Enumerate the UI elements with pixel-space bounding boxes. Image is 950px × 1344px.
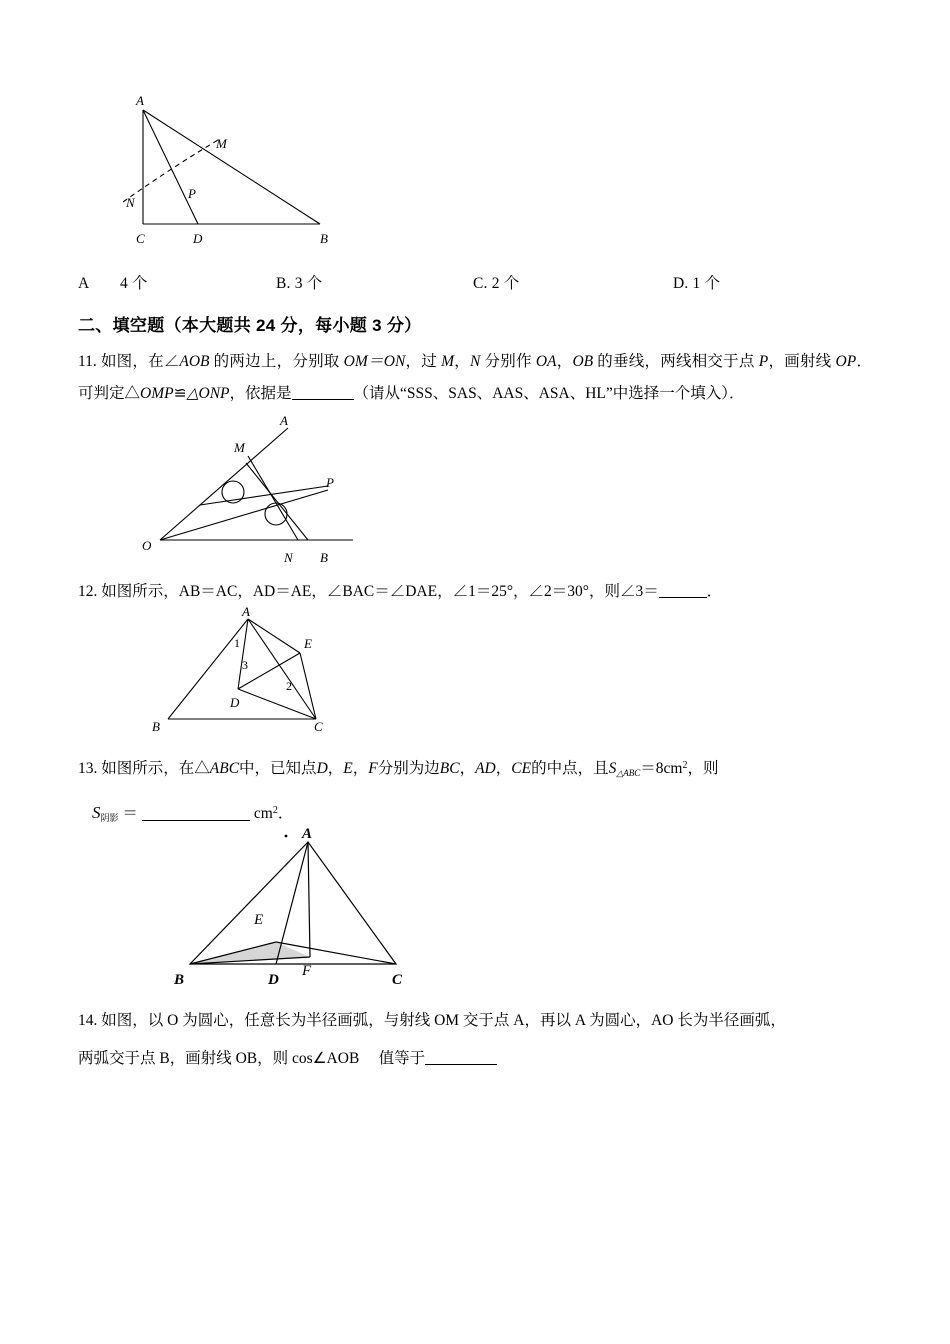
question-11 bbox=[78, 346, 872, 410]
q12-text: 如图所示，AB＝AC，AD＝AE，∠BAC＝∠DAE，∠1＝25°，∠2＝30°，则∠3＝ bbox=[101, 582, 659, 600]
figure-q12-label-A: A bbox=[242, 607, 250, 620]
q13-s-sup: 2 bbox=[682, 760, 688, 772]
q13-s-eq: ＝8cm bbox=[640, 760, 683, 778]
question-13-line2 bbox=[92, 801, 872, 824]
q13-abc: ABC bbox=[209, 760, 240, 778]
q13-ad: AD bbox=[475, 760, 496, 778]
q13-bc: BC bbox=[439, 760, 460, 778]
section-heading: 二、填空题（本大题共 24 分，每小题 3 分） bbox=[78, 316, 422, 335]
q11-t1: 如图，在∠ bbox=[100, 353, 180, 370]
figure-q12-label-D: D bbox=[230, 695, 240, 711]
q11-t5: 分别作 bbox=[480, 353, 536, 370]
figure-top-label-D: D bbox=[193, 231, 203, 246]
choices-row bbox=[78, 271, 872, 293]
choice-c[interactable]: C. 2 个 bbox=[473, 275, 520, 292]
q11-t6: ， bbox=[556, 353, 573, 370]
figure-top-label-A: A bbox=[136, 93, 144, 108]
q11-cong: ≌ bbox=[173, 384, 187, 402]
q14-line1: 如图，以 O 为圆心，任意长为半径画弧，与射线 OM 交于点 A，再以 A 为圆心，AO 长为半径画弧， bbox=[101, 1012, 786, 1030]
q13-line2-sub: 阴影 bbox=[100, 813, 119, 824]
question-13 bbox=[78, 753, 872, 785]
q13-line2-sup: 2 bbox=[272, 805, 278, 817]
figure-q12-label-E: E bbox=[304, 636, 312, 652]
figure-q13-svg bbox=[168, 824, 468, 999]
question-13-number: 13. bbox=[78, 760, 98, 778]
q11-omp: OMP bbox=[140, 384, 174, 402]
figure-top-label-C: C bbox=[136, 231, 145, 246]
q13-t2: 中，已知点 bbox=[239, 760, 317, 778]
q13-c3: ， bbox=[459, 760, 476, 778]
q13-c1: ， bbox=[327, 760, 344, 778]
q13-t5: ，则 bbox=[687, 760, 719, 778]
q11-t11: （请从“SSS、SAS、AAS、ASA、HL”中选择一个填入）． bbox=[353, 384, 745, 402]
q11-n: N bbox=[470, 353, 481, 370]
q14-answer-blank[interactable] bbox=[425, 1048, 497, 1065]
figure-q11-label-O: O bbox=[142, 537, 152, 553]
figure-q11-label-P: P bbox=[326, 474, 334, 490]
question-11-number: 11. bbox=[78, 353, 97, 370]
q13-t3: 分别为边 bbox=[377, 760, 440, 778]
q13-e: E bbox=[343, 760, 353, 778]
q13-t4: 的中点，且 bbox=[531, 760, 609, 778]
figure-top-svg bbox=[98, 92, 418, 257]
q12-tail: ． bbox=[706, 582, 723, 600]
q13-c2: ， bbox=[352, 760, 369, 778]
q11-t4: ， bbox=[454, 353, 471, 370]
figure-q11-svg bbox=[138, 410, 438, 570]
figure-q12-svg bbox=[138, 607, 438, 747]
q12-answer-blank[interactable] bbox=[659, 581, 707, 598]
q11-ob: OB bbox=[572, 353, 594, 370]
q13-s-symbol: S bbox=[608, 760, 617, 778]
choice-b[interactable]: B. 3 个 bbox=[276, 275, 323, 292]
q14-line2b: 值等于 bbox=[378, 1049, 426, 1067]
q13-f: F bbox=[368, 760, 378, 778]
figure-q13 bbox=[168, 824, 950, 999]
figure-top-label-P: P bbox=[188, 186, 196, 201]
figure-q13-label-A: A bbox=[302, 826, 313, 843]
q11-m: M bbox=[441, 353, 455, 370]
q11-t2: 的两边上，分别取 bbox=[209, 353, 344, 370]
q11-t8: ，画射线 bbox=[768, 353, 836, 370]
figure-q13-label-B: B bbox=[174, 972, 185, 989]
figure-top-label-M: M bbox=[216, 136, 227, 151]
q11-om-on: OM＝ON bbox=[343, 353, 406, 370]
question-14-line2 bbox=[78, 1043, 872, 1075]
choice-a[interactable]: A 4 个 bbox=[78, 275, 148, 292]
question-12 bbox=[78, 576, 872, 608]
figure-q13-label-F: F bbox=[302, 963, 312, 980]
q13-line2-s: S bbox=[92, 803, 101, 823]
figure-q12-label-1: 1 bbox=[234, 636, 240, 651]
q14-line2a: 两弧交于点 B，画射线 OB，则 cos∠AOB bbox=[78, 1049, 360, 1067]
q11-t10: ，依据是 bbox=[229, 384, 292, 402]
q11-oa: OA bbox=[535, 353, 557, 370]
q11-op: OP bbox=[835, 353, 857, 370]
q13-t1: 如图所示，在△ bbox=[101, 760, 210, 778]
q13-d: D bbox=[316, 760, 328, 778]
q11-answer-blank[interactable] bbox=[292, 383, 354, 400]
q13-s-subscript: △ABC bbox=[616, 768, 641, 779]
figure-q11 bbox=[138, 410, 932, 570]
q13-line2-tail: ． bbox=[277, 805, 294, 823]
figure-q11-label-N: N bbox=[284, 549, 293, 565]
q13-line2-unit: cm bbox=[253, 805, 273, 823]
q11-aob: AOB bbox=[179, 353, 210, 370]
figure-q12-label-B: B bbox=[152, 719, 160, 735]
figure-top-label-N: N bbox=[126, 195, 135, 210]
q11-onp: △ONP bbox=[186, 384, 230, 402]
q11-t7: 的垂线，两线相交于点 bbox=[593, 353, 759, 370]
figure-top bbox=[98, 92, 892, 257]
figure-q11-label-A: A bbox=[280, 412, 288, 428]
q13-c4: ， bbox=[495, 760, 512, 778]
question-14-number: 14. bbox=[78, 1012, 98, 1030]
figure-q12 bbox=[138, 607, 932, 747]
question-14 bbox=[78, 1005, 872, 1037]
figure-q13-label-D: D bbox=[268, 972, 279, 989]
choice-d[interactable]: D. 1 个 bbox=[673, 275, 721, 292]
q13-line2-eq: ＝ bbox=[122, 805, 138, 823]
figure-q12-label-3: 3 bbox=[242, 658, 248, 673]
figure-q11-label-M: M bbox=[234, 439, 245, 455]
figure-q13-label-E: E bbox=[254, 912, 264, 929]
figure-q12-label-2: 2 bbox=[286, 679, 292, 694]
figure-q13-label-C: C bbox=[392, 972, 403, 989]
q13-answer-blank[interactable] bbox=[142, 805, 250, 822]
figure-q12-label-C: C bbox=[314, 719, 323, 735]
q13-ce: CE bbox=[511, 760, 532, 778]
question-12-number: 12. bbox=[78, 582, 98, 600]
q11-t3: ，过 bbox=[405, 353, 442, 370]
q11-p: P bbox=[758, 353, 769, 370]
figure-q11-label-B: B bbox=[320, 549, 328, 565]
q11-t9: ．可判定△ bbox=[78, 353, 872, 402]
figure-top-label-B: B bbox=[320, 231, 328, 246]
